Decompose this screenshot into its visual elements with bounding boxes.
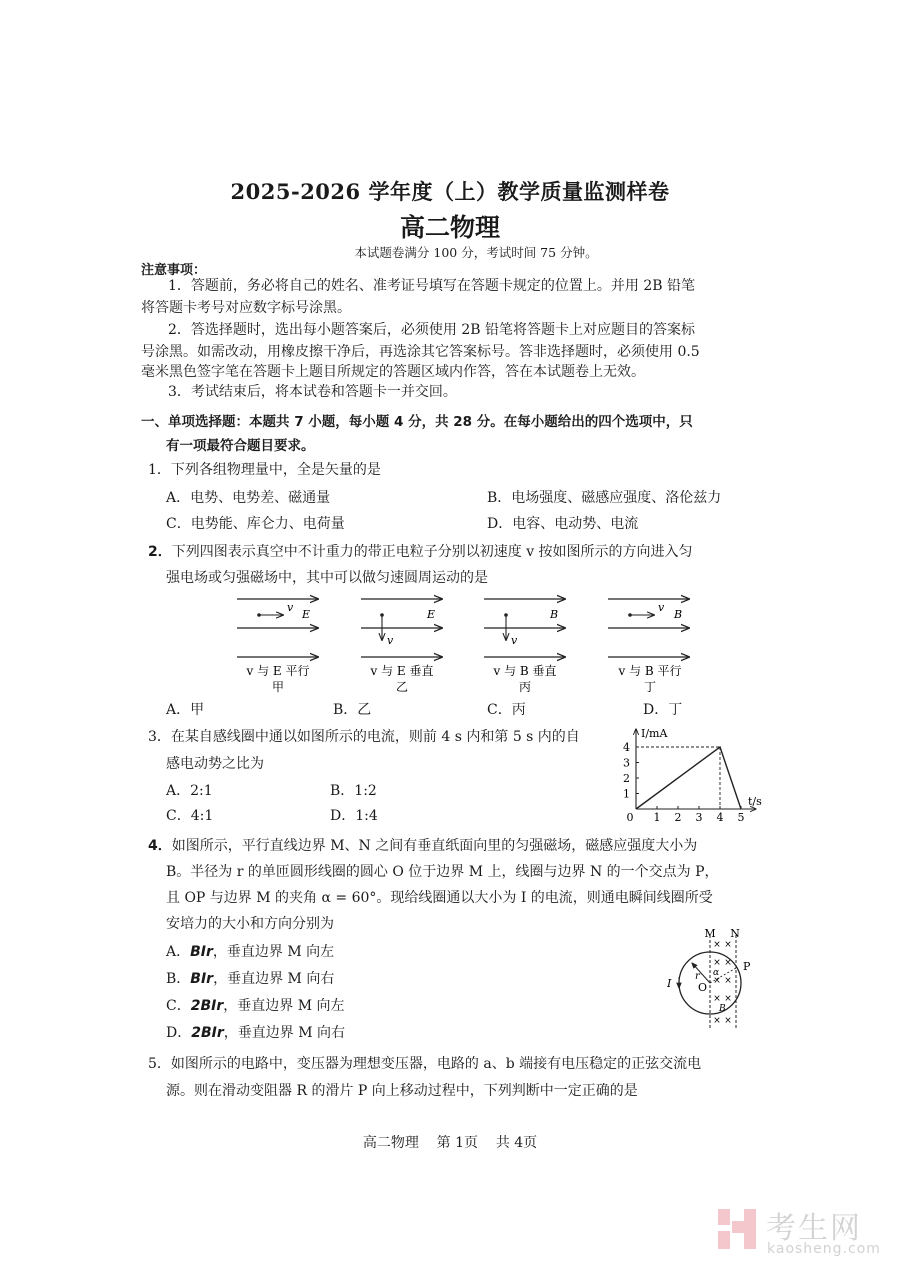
q3-option-b[interactable] — [330, 781, 377, 801]
option-label: C． — [166, 998, 191, 1014]
velocity-label: v — [387, 634, 394, 647]
q2-figures — [220, 590, 740, 698]
option-text: 电势、电势差、磁通量 — [190, 490, 331, 506]
field-label: B — [674, 608, 683, 621]
option-text: 电容、电动势、电流 — [512, 516, 639, 532]
x-tick-label: 1 — [653, 811, 661, 824]
option-label: B． — [333, 702, 358, 718]
q4-option-c[interactable] — [166, 996, 345, 1016]
field-cross: × — [724, 940, 732, 950]
figure-name: 甲 — [271, 680, 285, 694]
q2-option-b[interactable] — [333, 700, 371, 720]
option-text: 电场强度、磁感应强度、洛伦兹力 — [511, 490, 722, 506]
question-3 — [148, 727, 580, 747]
figure-name: 乙 — [395, 680, 409, 694]
option-text: ，垂直边界 M 向左 — [212, 944, 335, 960]
q4-option-d[interactable] — [166, 1023, 345, 1043]
x-tick-label: 2 — [674, 811, 682, 824]
section-heading: 有一项最符合题目要求。 — [166, 438, 315, 454]
q1-option-b[interactable] — [487, 488, 721, 508]
question-stem-cont: 源。则在滑动变阻器 R 的滑片 P 向上移动过程中，下列判断中一定正确的是 — [166, 1083, 638, 1099]
logo-block — [718, 1231, 730, 1249]
footer-total: 共 4页 — [495, 1135, 538, 1151]
y-axis-label: I/mA — [641, 727, 668, 740]
notice-line: 1．答题前，务必将自己的姓名、准考证号填写在答题卡规定的位置上。并用 2B 铅笔 — [168, 278, 696, 294]
q1-option-a[interactable] — [166, 488, 330, 508]
x-tick-label: 3 — [695, 811, 703, 824]
field-label: E — [427, 608, 436, 621]
question-stem: 下列四图表示真空中不计重力的带正电粒子分别以初速度 v 按如图所示的方向进入匀 — [171, 544, 693, 560]
question-stem: 如图所示，平行直线边界 M、N 之间有垂直纸面向里的匀强磁场，磁感应强度大小为 — [171, 838, 698, 854]
option-text: ，垂直边界 M 向右 — [213, 971, 335, 987]
label-i: I — [667, 977, 672, 990]
watermark-cn: 考生网 — [766, 1211, 862, 1246]
logo-block — [718, 1209, 730, 1225]
figure-caption: v 与 E 平行 — [246, 664, 310, 678]
q3-option-d[interactable] — [330, 806, 378, 826]
velocity-label: v — [511, 634, 518, 647]
q3-option-c[interactable] — [166, 806, 213, 826]
option-text: 1:4 — [355, 808, 378, 824]
velocity-label: v — [658, 601, 665, 614]
footer-subject: 高二物理 — [362, 1135, 419, 1151]
option-value: 2BIr — [190, 998, 224, 1014]
x-tick-label: 4 — [716, 811, 724, 824]
watermark-en: kaosheng.com — [767, 1241, 881, 1257]
page-footer — [0, 1132, 900, 1152]
exam-info: 本试题卷满分 100 分，考试时间 75 分钟。 — [354, 245, 598, 260]
q4-option-a[interactable] — [166, 942, 334, 962]
notice-line: 号涂黑。如需改动，用橡皮擦干净后，再选涂其它答案标号。答非选择题时，必须使用 0.5 — [141, 344, 700, 360]
q1-option-d[interactable] — [487, 514, 638, 534]
option-text: 电势能、库仑力、电荷量 — [190, 516, 345, 532]
field-cross: × — [724, 958, 732, 968]
q4-option-b[interactable] — [166, 969, 334, 989]
question-stem-cont: 且 OP 与边界 M 的夹角 α = 60°。现给线圈通以大小为 I 的电流，则通电瞬间线圈所受 — [166, 890, 713, 906]
option-label: A． — [166, 944, 191, 960]
label-p: P — [743, 960, 751, 973]
field-label: B — [550, 608, 559, 621]
option-text: 甲 — [190, 702, 205, 718]
option-label: B． — [487, 490, 512, 506]
option-label: A． — [166, 783, 191, 799]
question-stem-cont: B。半径为 r 的单匝圆形线圈的圆心 O 位于边界 M 上，线圈与边界 N 的一个交点为 P， — [166, 864, 719, 880]
figure-yi — [361, 599, 442, 694]
question-stem-cont: 感电动势之比为 — [166, 756, 264, 772]
question-4 — [148, 836, 697, 856]
kaosheng-logo-icon — [718, 1205, 758, 1253]
option-text: 丁 — [668, 702, 683, 718]
notice-line: 将答题卡考号对应数字标号涂黑。 — [141, 300, 351, 316]
figure-name: 丁 — [643, 680, 657, 694]
figure-caption: v 与 E 垂直 — [370, 664, 434, 678]
label-o: O — [698, 981, 708, 994]
current-curve — [636, 747, 741, 809]
figure-caption: v 与 B 平行 — [618, 664, 682, 678]
label-m: M — [704, 927, 716, 940]
notice-line: 毫米黑色签字笔在答题卡上题目所规定的答题区域内作答，答在本试题卷上无效。 — [141, 364, 645, 380]
q2-option-c[interactable] — [487, 700, 526, 720]
y-tick-label: 2 — [623, 772, 630, 785]
option-label: D． — [487, 516, 513, 532]
option-label: B． — [166, 971, 191, 987]
field-label: E — [302, 608, 311, 621]
y-tick-label: 1 — [623, 787, 630, 801]
notice-heading: 注意事项： — [141, 263, 207, 278]
option-value: BIr — [190, 971, 214, 987]
figure-name: 丙 — [518, 680, 532, 694]
q3-option-a[interactable] — [166, 781, 213, 801]
figure-ding — [608, 599, 689, 694]
section-heading: 一、单项选择题：本题共 7 小题，每小题 4 分，共 28 分。在每小题给出的四个选项中，只 — [141, 414, 693, 430]
question-number: 1． — [148, 462, 171, 478]
figure-jia — [237, 599, 318, 694]
logo-block — [744, 1209, 756, 1249]
option-label: D． — [330, 808, 356, 824]
option-value: BIr — [190, 944, 213, 960]
question-number: 5． — [148, 1056, 171, 1072]
field-cross: × — [713, 994, 721, 1004]
label-alpha: α — [713, 968, 720, 978]
figure-bing — [484, 599, 565, 694]
option-label: C． — [166, 516, 191, 532]
option-label: A． — [166, 490, 191, 506]
q2-option-d[interactable] — [643, 700, 682, 720]
field-cross: × — [724, 994, 732, 1004]
label-n: N — [730, 927, 740, 940]
x-axis-label: t/s — [748, 795, 762, 808]
field-cross: × — [713, 1016, 721, 1026]
option-text: 1:2 — [354, 783, 377, 799]
option-label: C． — [166, 808, 191, 824]
question-1 — [148, 460, 381, 480]
y-tick-label: 4 — [623, 741, 630, 754]
notice-line: 2．答选择题时，选出每小题答案后，必须使用 2B 铅笔将答题卡上对应题目的答案标 — [168, 322, 696, 338]
question-stem: 在某自感线圈中通以如图所示的电流，则前 4 s 内和第 5 s 内的自 — [170, 729, 580, 745]
option-value: 2BIr — [191, 1025, 224, 1041]
q3-current-graph — [620, 725, 770, 825]
q1-option-c[interactable] — [166, 514, 345, 534]
field-cross: × — [713, 958, 721, 968]
watermark-logo — [718, 1205, 758, 1257]
notice-line: 3．考试结束后，将本试卷和答题卡一并交回。 — [168, 384, 457, 400]
field-cross: × — [713, 940, 721, 950]
option-text: 2:1 — [190, 783, 213, 799]
question-2 — [148, 542, 693, 562]
question-stem: 下列各组物理量中，全是矢量的是 — [170, 462, 381, 478]
field-cross: × — [713, 976, 721, 986]
option-label: D． — [166, 1025, 192, 1041]
label-b: B — [719, 1004, 726, 1014]
option-label: A． — [166, 702, 191, 718]
question-stem-cont: 安培力的大小和方向分别为 — [166, 916, 334, 932]
origin-label: 0 — [626, 811, 634, 824]
exam-title: 2025-2026 学年度（上）教学质量监测样卷 — [230, 179, 670, 204]
field-cross: × — [724, 1016, 732, 1026]
y-tick-label: 3 — [623, 756, 630, 770]
q2-option-a[interactable] — [166, 700, 204, 720]
subject-title: 高二物理 — [399, 213, 500, 242]
option-text: 丙 — [511, 702, 526, 718]
question-5 — [148, 1054, 701, 1074]
footer-page: 第 1页 — [436, 1135, 478, 1151]
option-text: ，垂直边界 M 向右 — [223, 1025, 346, 1041]
question-stem: 如图所示的电路中，变压器为理想变压器，电路的 a、b 端接有电压稳定的正弦交流电 — [170, 1056, 702, 1072]
option-text: ，垂直边界 M 向左 — [223, 998, 345, 1014]
option-label: C． — [487, 702, 512, 718]
figure-caption: v 与 B 垂直 — [493, 664, 557, 678]
q4-coil-figure — [655, 925, 765, 1035]
option-label: D． — [643, 702, 669, 718]
question-number: 3． — [148, 729, 171, 745]
option-label: B． — [330, 783, 355, 799]
option-text: 乙 — [357, 702, 372, 718]
velocity-label: v — [287, 601, 294, 614]
option-text: 4:1 — [190, 808, 214, 824]
x-tick-label: 5 — [737, 811, 745, 824]
field-cross: × — [724, 976, 732, 986]
question-number: 2． — [148, 544, 172, 560]
question-stem-cont: 强电场或匀强磁场中，其中可以做匀速圆周运动的是 — [166, 570, 488, 586]
label-r: r — [695, 971, 700, 982]
question-number: 4． — [148, 838, 172, 854]
